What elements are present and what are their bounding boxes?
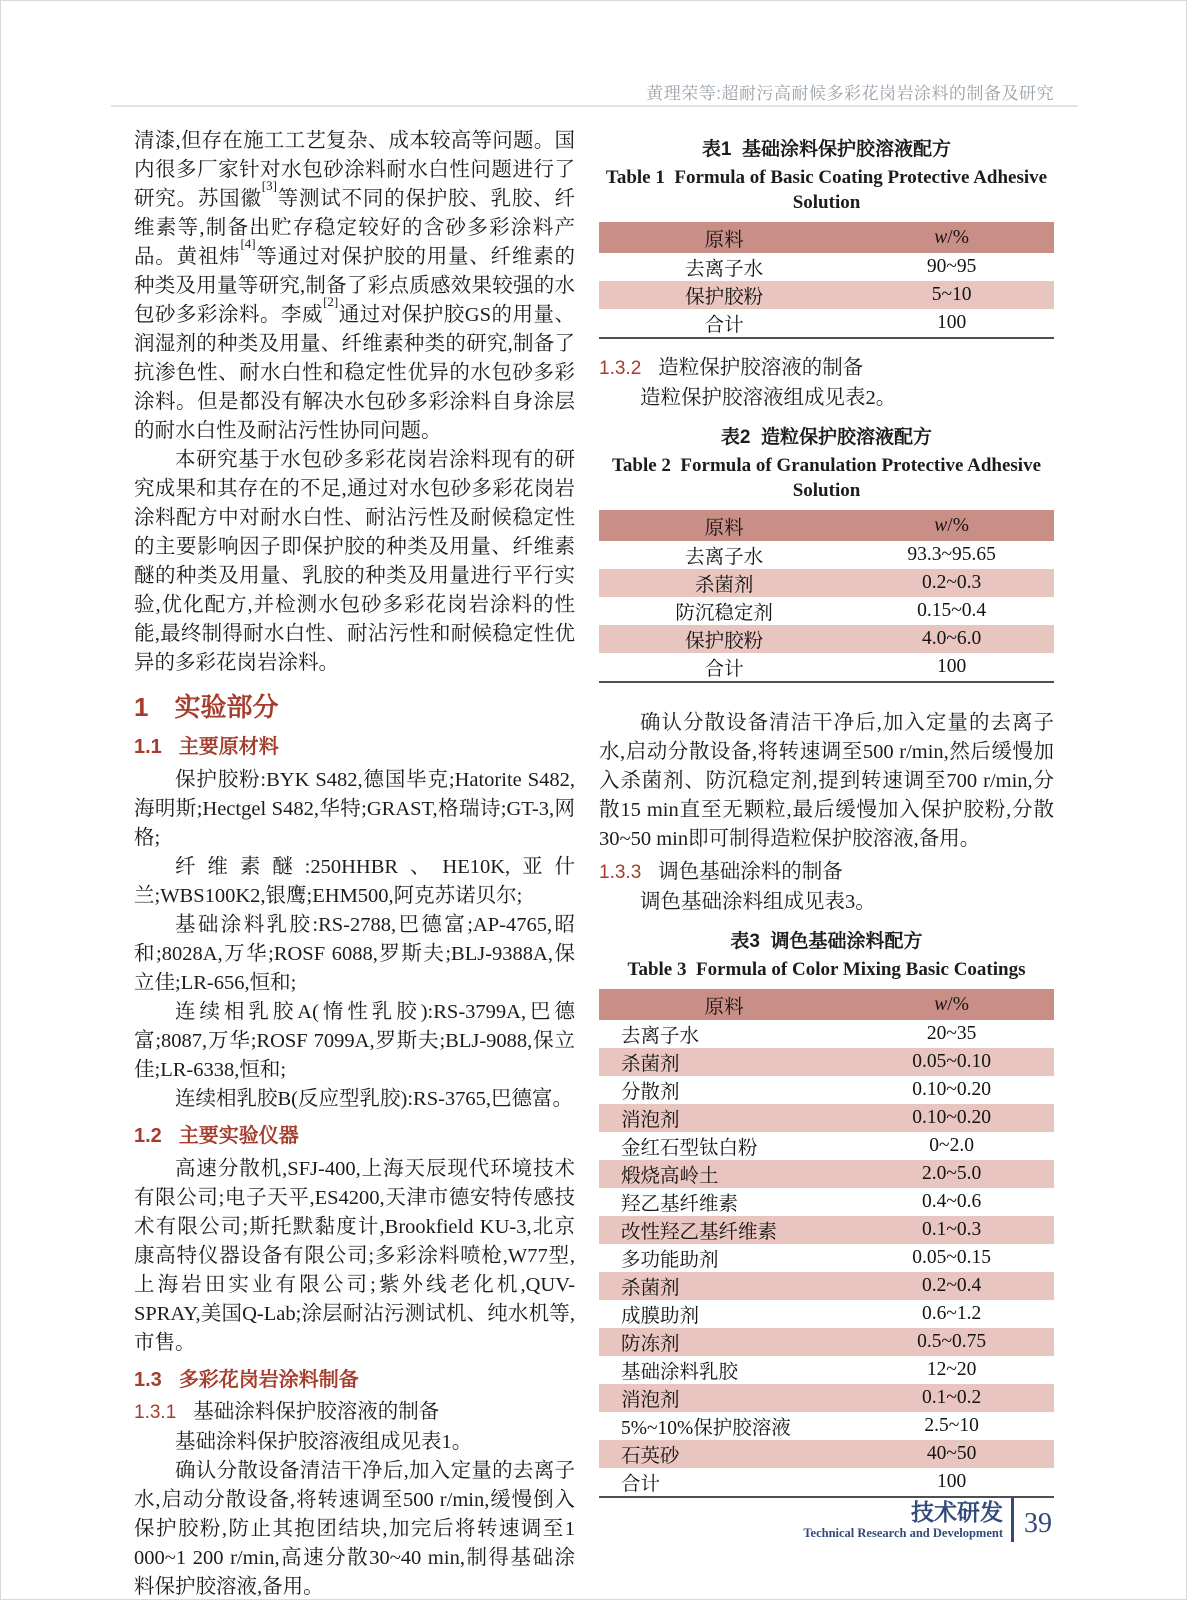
table2-reference-paragraph: 造粒保护胶溶液组成见表2。 [640,387,897,409]
citation-ref-4: [4] [240,236,256,252]
footer-section-label [803,1499,1003,1541]
section-1-2-heading [134,1123,575,1149]
table-row [599,1328,1054,1356]
table1-caption-zh: 表1 基础涂料保护胶溶液配方 [701,139,952,160]
table-header-row [599,222,1054,253]
section-number: 1.3 [134,1369,162,1391]
intro-text-2: 等测试不同的保护胶、乳胶、纤维素等,制备出贮存稳定较好的含砂多彩涂料产品。黄祖炜 [134,188,576,268]
research-overview-paragraph: 本研究基于水包砂多彩花岗岩涂料现有的研究成果和其存在的不足,通过对水包砂多彩花岗岩涂料配方中对耐水白性、耐沾污性及耐候稳定性的主要影响因子即保护胶的种类及用量、纤维素醚的种类及用量、乳胶的种类及用量进行平行实验,优化配方,并检测水包砂多彩花岗岩涂料的性能,最终制得耐水白性、耐沾污性和耐候稳定性优异的多彩花岗岩涂料。 [134,449,575,674]
value-cell: 0.10~0.20 [912,1079,992,1100]
weight-percent-column-header: w/% [849,510,1054,541]
table-header-row [599,510,1054,541]
materials-paragraph-base-latex: 基础涂料乳胶:RS-2788,巴德富;AP-4765,昭和;8028A,万华;ROSF 6088,罗斯夫;BLJ-9388A,保立佳;LR-656,恒和; [134,914,575,994]
weight-percent-column-header: w/% [849,222,1054,253]
material-cell: 石英砂 [621,1446,680,1467]
material-cell: 杀菌剂 [694,575,754,596]
section-number: 1.3.2 [599,358,642,379]
value-cell: 0.6~1.2 [921,1303,982,1324]
material-cell: 杀菌剂 [621,1054,680,1075]
table-row [599,1440,1054,1468]
table-row [599,597,1054,625]
section-number: 1.2 [134,1125,162,1147]
section-title: 多彩花岗岩涂料制备 [178,1369,359,1391]
material-cell: 5%~10%保护胶溶液 [621,1418,791,1439]
section-title: 主要原材料 [178,736,279,758]
table-row [599,1020,1054,1048]
value-cell: 2.5~10 [924,1415,979,1436]
table-row [599,1048,1054,1076]
material-cell: 保护胶粉 [685,631,764,652]
material-column-header: 原料 [599,510,849,541]
table1 [599,222,1054,339]
value-cell: 0.5~0.75 [917,1331,987,1352]
value-cell: 0.10~0.20 [912,1107,992,1128]
table3-caption-en: Table 3 Formula of Color Mixing Basic Coatings [627,959,1026,980]
right-column [599,133,1054,1500]
material-cell: 防冻剂 [621,1334,680,1355]
material-column-header: 原料 [599,222,849,253]
page-footer [803,1498,1052,1542]
section-title: 造粒保护胶溶液的制备 [658,357,864,379]
footer-section-en: Technical Research and Development [803,1526,1003,1540]
material-cell: 去离子水 [621,1026,700,1047]
section-title: 实验部分 [174,692,279,722]
section-1-3-3-heading [599,859,1054,886]
value-cell: 100 [937,312,967,333]
granulation-procedure-paragraph: 确认分散设备清洁干净后,加入定量的去离子水,启动分散设备,将转速调至500 r/min,然后缓慢加入杀菌剂、防沉稳定剂,提到转速调至700 r/min,分散15 min直至无颗粒,最后缓慢加入保护胶粉,分散30~50 min即可制得造粒保护胶溶液,备用。 [599,712,1054,850]
material-cell: 合计 [704,315,744,336]
materials-paragraph-protective-powder: 保护胶粉:BYK S482,德国毕克;Hatorite S482,海明斯;Hectgel S482,华特;GRAST,格瑞诗;GT-3,网格; [134,769,575,849]
table-row [599,309,1054,338]
material-cell: 改性羟乙基纤维素 [621,1222,778,1243]
section-number: 1 [134,692,149,722]
material-cell: 合计 [621,1474,661,1495]
section-1-3-heading [134,1367,575,1393]
table-row [599,1300,1054,1328]
table-row [599,1272,1054,1300]
footer-divider [1011,1498,1014,1542]
table3-reference-paragraph: 调色基础涂料组成见表3。 [640,891,876,913]
table3 [599,989,1054,1498]
material-cell: 羟乙基纤维素 [621,1194,739,1215]
value-cell: 2.0~5.0 [921,1163,982,1184]
basic-solution-procedure-paragraph: 确认分散设备清洁干净后,加入定量的去离子水,启动分散设备,将转速调至500 r/min,缓慢倒入保护胶粉,防止其抱团结块,加完后将转速调至1 000~1 200 r/min,高速分散30~40 min,制得基础涂料保护胶溶液,备用。 [134,1460,575,1598]
table2-caption-zh: 表2 造粒保护胶溶液配方 [720,427,933,448]
material-cell: 多功能助剂 [621,1250,719,1271]
running-header-title: 黄理荣等:超耐污高耐候多彩花岗岩涂料的制备及研究 [646,84,1054,103]
materials-paragraph-continuous-latex-a: 连续相乳胶A(惰性乳胶):RS-3799A,巴德富;8087,万华;ROSF 7099A,罗斯夫;BLJ-9088,保立佳;LR-6338,恒和; [134,1001,575,1081]
table-row [599,281,1054,309]
table-header-row [599,989,1054,1020]
citation-ref-2: [2] [323,294,339,310]
header-rule [111,105,1078,107]
table-row [599,1076,1054,1104]
table-row [599,1160,1054,1188]
materials-paragraph-continuous-latex-b: 连续相乳胶B(反应型乳胶):RS-3765,巴德富。 [175,1088,574,1110]
value-cell: 20~35 [926,1023,977,1044]
table1-reference-paragraph: 基础涂料保护胶溶液组成见表1。 [175,1431,473,1453]
material-cell: 成膜助剂 [621,1306,700,1327]
table3-caption [599,929,1054,982]
material-column-header: 原料 [599,989,849,1020]
page-number: 39 [1024,1508,1052,1539]
section-title: 基础涂料保护胶溶液的制备 [193,1401,440,1423]
table-row [599,1216,1054,1244]
table1-caption-en: Table 1 Formula of Basic Coating Protective Adhesive Solution [605,167,1052,213]
section-1-3-1-heading [134,1399,575,1426]
table-row [599,625,1054,653]
section-number: 1.3.1 [134,1402,177,1423]
section-1-3-2-heading [599,355,1054,382]
table2-caption [599,425,1054,503]
table-row [599,1244,1054,1272]
value-cell: 93.3~95.65 [907,544,996,565]
table-row [599,1412,1054,1440]
material-cell: 去离子水 [685,547,764,568]
left-column [134,127,575,1600]
material-cell: 保护胶粉 [685,287,764,308]
table-row [599,1132,1054,1160]
table-row [599,253,1054,281]
table2-caption-en: Table 2 Formula of Granulation Protective Adhesive Solution [611,455,1046,501]
value-cell: 0.2~0.4 [921,1275,982,1296]
intro-text-4: 通过对保护胶GS的用量、润湿剂的种类及用量、纤维素种类的研究,制备了抗渗色性、耐水白性和稳定性优异的水包砂多彩涂料。但是都没有解决水包砂多彩涂料自身涂层的耐水白性及耐沾污性协同问题。 [134,304,575,442]
table-row [599,1384,1054,1412]
value-cell: 4.0~6.0 [921,628,982,649]
table2 [599,510,1054,683]
value-cell: 40~50 [926,1443,977,1464]
value-cell: 0.05~0.15 [912,1247,992,1268]
value-cell: 0.05~0.10 [912,1051,992,1072]
material-cell: 基础涂料乳胶 [621,1362,739,1383]
citation-ref-3: [3] [261,178,277,194]
table-row [599,1104,1054,1132]
value-cell: 12~20 [926,1359,977,1380]
material-cell: 分散剂 [621,1082,680,1103]
materials-paragraph-cellulose-ether: 纤维素醚:250HHBR、HE10K,亚什兰;WBS100K2,银鹰;EHM500,阿克苏诺贝尔; [134,856,575,907]
table3-caption-zh: 表3 调色基础涂料配方 [730,931,923,952]
value-cell: 5~10 [931,284,972,305]
intro-text-3: 等通过对保护胶的用量、纤维素的种类及用量等研究,制备了彩点质感效果较强的水包砂多彩涂料。李威 [134,246,576,326]
table-row [599,1468,1054,1497]
table1-caption [599,137,1054,215]
value-cell: 90~95 [926,256,977,277]
material-cell: 合计 [704,659,744,680]
value-cell: 0.1~0.3 [921,1219,982,1240]
intro-paragraph [134,127,575,446]
material-cell: 金红石型钛白粉 [621,1138,758,1159]
section-1-1-heading [134,734,575,760]
table-row [599,541,1054,569]
value-cell: 0.4~0.6 [921,1191,982,1212]
material-cell: 消泡剂 [621,1110,680,1131]
value-cell: 100 [937,1471,967,1492]
table-row [599,1188,1054,1216]
section-number: 1.3.3 [599,862,642,883]
table-row [599,569,1054,597]
material-cell: 去离子水 [685,259,764,280]
value-cell: 0.15~0.4 [917,600,987,621]
instruments-paragraph: 高速分散机,SFJ-400,上海天辰现代环境技术有限公司;电子天平,ES4200,天津市德安特传感技术有限公司;斯托默黏度计,Brookfield KU-3,北京康高特仪器设备有限公司;多彩涂料喷枪,W77型,上海岩田实业有限公司;紫外线老化机,QUV-SPRAY,美国Q-Lab;涂层耐沾污测试机、纯水机等,市售。 [134,1158,575,1354]
value-cell: 0.1~0.2 [921,1387,982,1408]
value-cell: 0.2~0.3 [921,572,982,593]
material-cell: 消泡剂 [621,1390,680,1411]
table-row [599,653,1054,682]
section-title: 主要实验仪器 [178,1125,299,1147]
value-cell: 100 [937,656,967,677]
intro-text-1: 清漆,但存在施工工艺复杂、成本较高等问题。国内很多厂家针对水包砂涂料耐水白性问题进行了研究。苏国徽 [134,130,575,210]
weight-percent-column-header: w/% [849,989,1054,1020]
section-1-heading [134,690,575,724]
value-cell: 0~2.0 [929,1135,974,1156]
material-cell: 煅烧高岭土 [621,1166,719,1187]
table-row [599,1356,1054,1384]
section-number: 1.1 [134,736,162,758]
footer-section-zh: 技术研发 [911,1499,1003,1525]
section-title: 调色基础涂料的制备 [658,861,843,883]
material-cell: 防沉稳定剂 [675,603,773,624]
material-cell: 杀菌剂 [621,1278,680,1299]
